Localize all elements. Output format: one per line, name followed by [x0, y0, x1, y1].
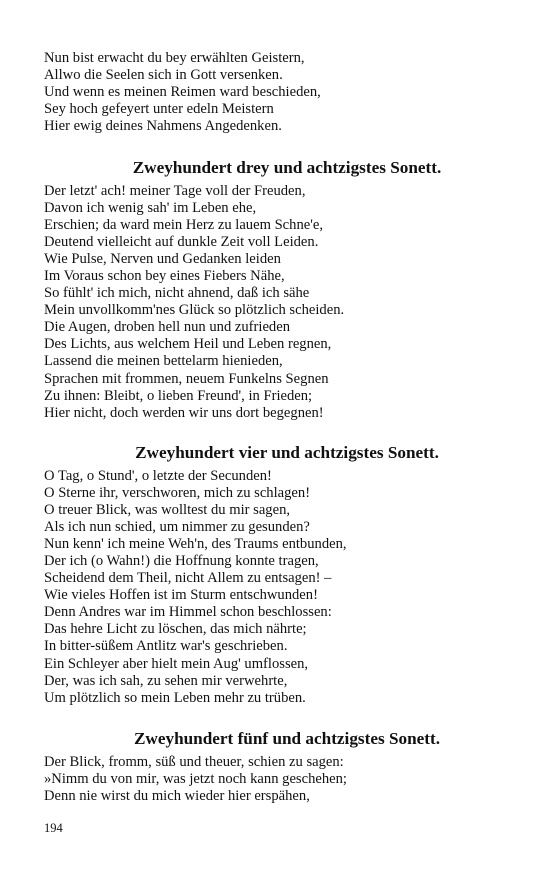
verse-line: O Sterne ihr, verschworen, mich zu schlagen! [44, 485, 311, 502]
sonnet-285-body [44, 754, 514, 805]
verse-line: Wie vieles Hoffen ist im Sturm entschwunden! [44, 587, 318, 604]
verse-line: Lassend die meinen bettelarm hienieden, [44, 353, 283, 370]
intro-stanza [44, 50, 514, 135]
sonnet-285-title: Zweyhundert fünf und achtzigstes Sonett. [133, 729, 441, 748]
verse-line: Nun kenn' ich meine Weh'n, des Traums entbunden, [44, 536, 347, 553]
verse-line: In bitter-süßem Antlitz war's geschrieben. [44, 638, 288, 655]
sonnet-283-title: Zweyhundert drey und achtzigstes Sonett. [132, 158, 442, 177]
verse-line: Sprachen mit frommen, neuem Funkelns Segnen [44, 370, 329, 387]
verse-line: Davon ich wenig sah' im Leben ehe, [44, 200, 257, 217]
verse-line: Scheidend dem Theil, nicht Allem zu entsagen! – [44, 570, 332, 587]
verse-line: Hier nicht, doch werden wir uns dort begegnen! [44, 404, 324, 421]
verse-line: Sey hoch gefeyert unter edeln Meistern [44, 101, 274, 118]
verse-line: Um plötzlich so mein Leben mehr zu trüben. [44, 689, 306, 706]
verse-line: Der Blick, fromm, süß und theuer, schien zu sagen: [44, 754, 344, 770]
sonnet-283-body [44, 183, 514, 422]
verse-line: »Nimm du von mir, was jetzt noch kann geschehen; [44, 771, 347, 788]
verse-line: O Tag, o Stund', o letzte der Secunden! [44, 468, 272, 484]
verse-line: Der, was ich sah, zu sehen mir verwehrte, [44, 672, 288, 689]
verse-line: Mein unvollkomm'nes Glück so plötzlich scheiden. [44, 302, 345, 319]
verse-line: Erschien; da ward mein Herz zu lauem Schne'e, [44, 217, 323, 234]
verse-line: Allwo die Seelen sich in Gott versenken. [44, 67, 283, 84]
sonnet-284-body [44, 468, 514, 707]
verse-line: Im Voraus schon bey eines Fiebers Nähe, [44, 268, 285, 285]
verse-line: Deutend vielleicht auf dunkle Zeit voll Leiden. [44, 234, 319, 251]
verse-line: Das hehre Licht zu löschen, das mich nährte; [44, 621, 307, 638]
verse-line: Und wenn es meinen Reimen ward beschieden, [44, 84, 321, 101]
verse-line: Die Augen, droben hell nun und zufrieden [44, 319, 290, 336]
verse-line: Des Lichts, aus welchem Heil und Leben regnen, [44, 336, 332, 353]
verse-line: Hier ewig deines Nahmens Angedenken. [44, 118, 282, 135]
verse-line: Ein Schleyer aber hielt mein Aug' umflossen, [44, 655, 309, 672]
page-number: 194 [44, 821, 63, 835]
verse-line: Denn nie wirst du mich wieder hier erspähen, [44, 788, 310, 805]
verse-line: O treuer Blick, was wolltest du mir sagen, [44, 502, 291, 519]
verse-line: Wie Pulse, Nerven und Gedanken leiden [44, 251, 281, 268]
sonnet-284-title: Zweyhundert vier und achtzigstes Sonett. [135, 443, 439, 462]
verse-line: Der ich (o Wahn!) die Hoffnung konnte tragen, [44, 553, 319, 570]
verse-line: Der letzt' ach! meiner Tage voll der Freuden, [44, 183, 306, 199]
verse-line: Zu ihnen: Bleibt, o lieben Freund', in Frieden; [44, 387, 313, 404]
verse-line: Als ich nun schied, um nimmer zu gesunden? [44, 519, 310, 536]
verse-line: So fühlt' ich mich, nicht ahnend, daß ich sähe [44, 285, 310, 302]
verse-line: Nun bist erwacht du bey erwählten Geistern, [44, 50, 305, 66]
verse-line: Denn Andres war im Himmel schon beschlossen: [44, 604, 332, 621]
